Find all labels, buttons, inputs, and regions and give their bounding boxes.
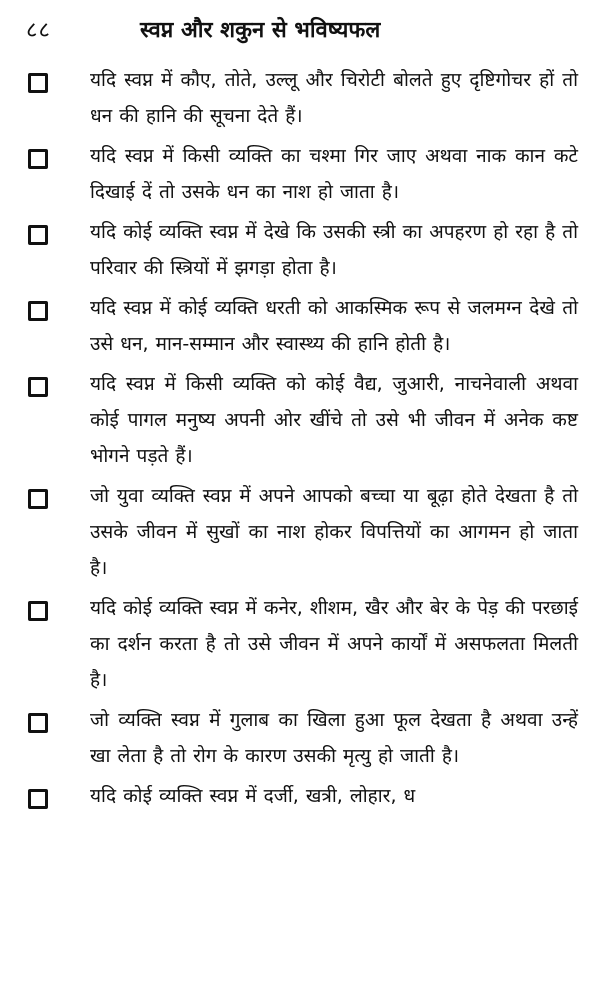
list-item-text: यदि स्वप्न में कोई व्यक्ति धरती को आकस्मिक रूप से जलमग्न देखे तो उसे धन, मान-सम्मान और स्वास्थ्य की हानि होती है। — [90, 297, 578, 355]
list-item — [0, 590, 600, 698]
list-item — [0, 214, 600, 286]
list-item — [0, 290, 600, 362]
list-item-text: यदि कोई व्यक्ति स्वप्न में देखे कि उसकी स्त्री का अपहरण हो रहा है तो परिवार की स्त्रियों में झगड़ा होता है। — [90, 221, 578, 279]
page-header — [0, 8, 600, 48]
checkbox-icon — [28, 489, 48, 509]
list-item — [0, 62, 600, 134]
list-item-text: यदि स्वप्न में कौए, तोते, उल्लू और चिरोटी बोलते हुए दृष्टिगोचर हों तो धन की हानि की सूचना देते हैं। — [90, 69, 578, 127]
list-item-text: यदि कोई व्यक्ति स्वप्न में कनेर, शीशम, खैर और बेर के पेड़ की परछाई का दर्शन करता है तो उसे जीवन में अपने कार्यों में असफलता मिलती है। — [90, 597, 578, 691]
list-item — [0, 138, 600, 210]
list-item — [0, 478, 600, 586]
list-item-text: यदि कोई व्यक्ति स्वप्न में दर्जी, खत्री, लोहार, ध — [90, 785, 416, 807]
checkbox-icon — [28, 713, 48, 733]
checkbox-icon — [28, 377, 48, 397]
checkbox-icon — [28, 73, 48, 93]
page-title: स्वप्न और शकुन से भविष्यफल — [140, 18, 381, 43]
list-item-text: यदि स्वप्न में किसी व्यक्ति का चश्मा गिर जाए अथवा नाक कान कटे दिखाई दें तो उसके धन का नाश हो जाता है। — [90, 145, 578, 203]
checkbox-icon — [28, 149, 48, 169]
checkbox-icon — [28, 301, 48, 321]
list-item — [0, 366, 600, 474]
page-number: ८८ — [26, 18, 51, 43]
checkbox-icon — [28, 225, 48, 245]
list-item — [0, 778, 600, 814]
list-item-text: यदि स्वप्न में किसी व्यक्ति को कोई वैद्य, जुआरी, नाचनेवाली अथवा कोई पागल मनुष्य अपनी ओर खींचे तो उसे भी जीवन में अनेक कष्ट भोगने पड़ते हैं। — [90, 373, 578, 467]
list-item-text: जो युवा व्यक्ति स्वप्न में अपने आपको बच्चा या बूढ़ा होते देखता है तो उसके जीवन में सुखों का नाश होकर विपत्तियों का आगमन हो जाता है। — [90, 485, 578, 579]
list-item-text: जो व्यक्ति स्वप्न में गुलाब का खिला हुआ फूल देखता है अथवा उन्हें खा लेता है तो रोग के कारण उसकी मृत्यु हो जाती है। — [90, 709, 578, 767]
list-item — [0, 702, 600, 774]
checkbox-icon — [28, 601, 48, 621]
checkbox-icon — [28, 789, 48, 809]
bullet-list — [0, 62, 600, 818]
